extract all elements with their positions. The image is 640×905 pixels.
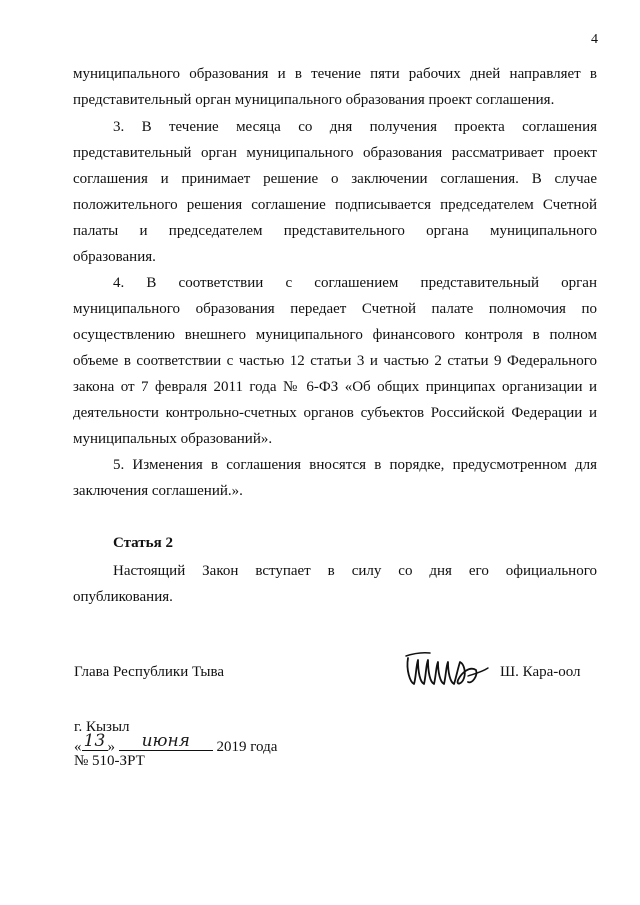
text-line: муниципального образования передает Счетной палате полномочия по [73,301,597,317]
signatory-name: Ш. Кара-оол [500,664,581,680]
text-line: муниципальных образований». [73,431,273,447]
text-line: положительного решения соглашение подписывается председателем Счетной [73,197,597,213]
signatory-title: Глава Республики Тыва [74,664,225,680]
text-line: муниципального образования и в течение пяти рабочих дней направляет в [73,66,597,82]
close-quote: » [107,739,115,755]
handwritten-signature [402,648,492,692]
text-line: 5. Изменения в соглашения вносятся в порядке, предусмотренном для [113,457,597,473]
text-line: объеме в соответствии с частью 12 статьи 3 и частью 2 статьи 9 Федерального [73,353,597,369]
text-line: деятельности контрольно-счетных органов субъектов Российской Федерации и [73,405,597,421]
law-number: № 510-ЗРТ [74,753,145,769]
text-line: заключения соглашений.». [73,483,243,499]
handwritten-month: июня [141,731,190,751]
text-line: палаты и председателем представительного органа муниципального [73,223,597,239]
year-text: 2019 года [216,739,278,755]
text-line: опубликования. [73,589,173,605]
text-line: образования. [73,249,156,265]
text-line: закона от 7 февраля 2011 года № 6-ФЗ «Об общих принципах организации и [73,379,597,395]
text-line: представительный орган муниципального образования проект соглашения. [73,92,555,108]
article-heading: Статья 2 [113,535,173,551]
text-line: 3. В течение месяца со дня получения проекта соглашения [113,119,597,135]
page-number: 4 [591,32,598,47]
text-line: представительный орган муниципального образования рассматривает проект [73,145,597,161]
signing-place: г. Кызыл [74,719,130,735]
open-quote: « [74,739,82,755]
handwritten-day: 13 [83,731,106,751]
text-line: осуществлению внешнего муниципального финансового контроля в полном [73,327,597,343]
text-line: 4. В соответствии с соглашением представительный орган [113,275,597,291]
text-line: соглашения и принимает решение о заключении соглашения. В случае [73,171,597,187]
text-line: Настоящий Закон вступает в силу со дня его официального [113,563,597,579]
